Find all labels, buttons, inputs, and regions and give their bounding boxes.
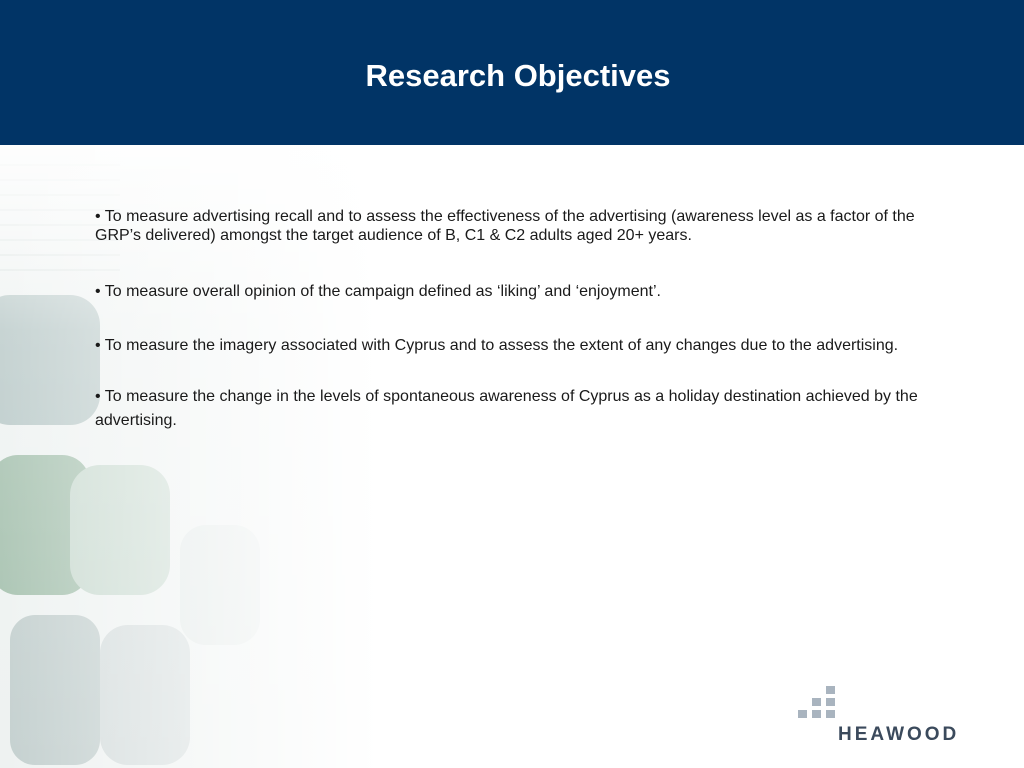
logo-wordmark: HEAWOOD: [838, 724, 960, 745]
title-bar: [0, 0, 1024, 145]
list-item: • To measure overall opinion of the campaign defined as ‘liking’ and ‘enjoyment’.: [95, 283, 661, 300]
slide-title: Research Objectives: [365, 58, 671, 93]
objectives-list: [95, 207, 940, 433]
heawood-logo: [798, 686, 978, 756]
logo-blocks-icon: [798, 686, 840, 726]
list-item: • To measure advertising recall and to assess the effectiveness of the advertising (awareness level as a factor of the GRP’s delivered) amongst the target audience of B, C1 & C2 adults aged 20+ years.: [95, 208, 915, 244]
list-item: • To measure the change in the levels of spontaneous awareness of Cyprus as a holiday destination achieved by the advertising.: [95, 388, 918, 429]
list-item: • To measure the imagery associated with Cyprus and to assess the extent of any changes due to the advertising.: [95, 337, 899, 354]
